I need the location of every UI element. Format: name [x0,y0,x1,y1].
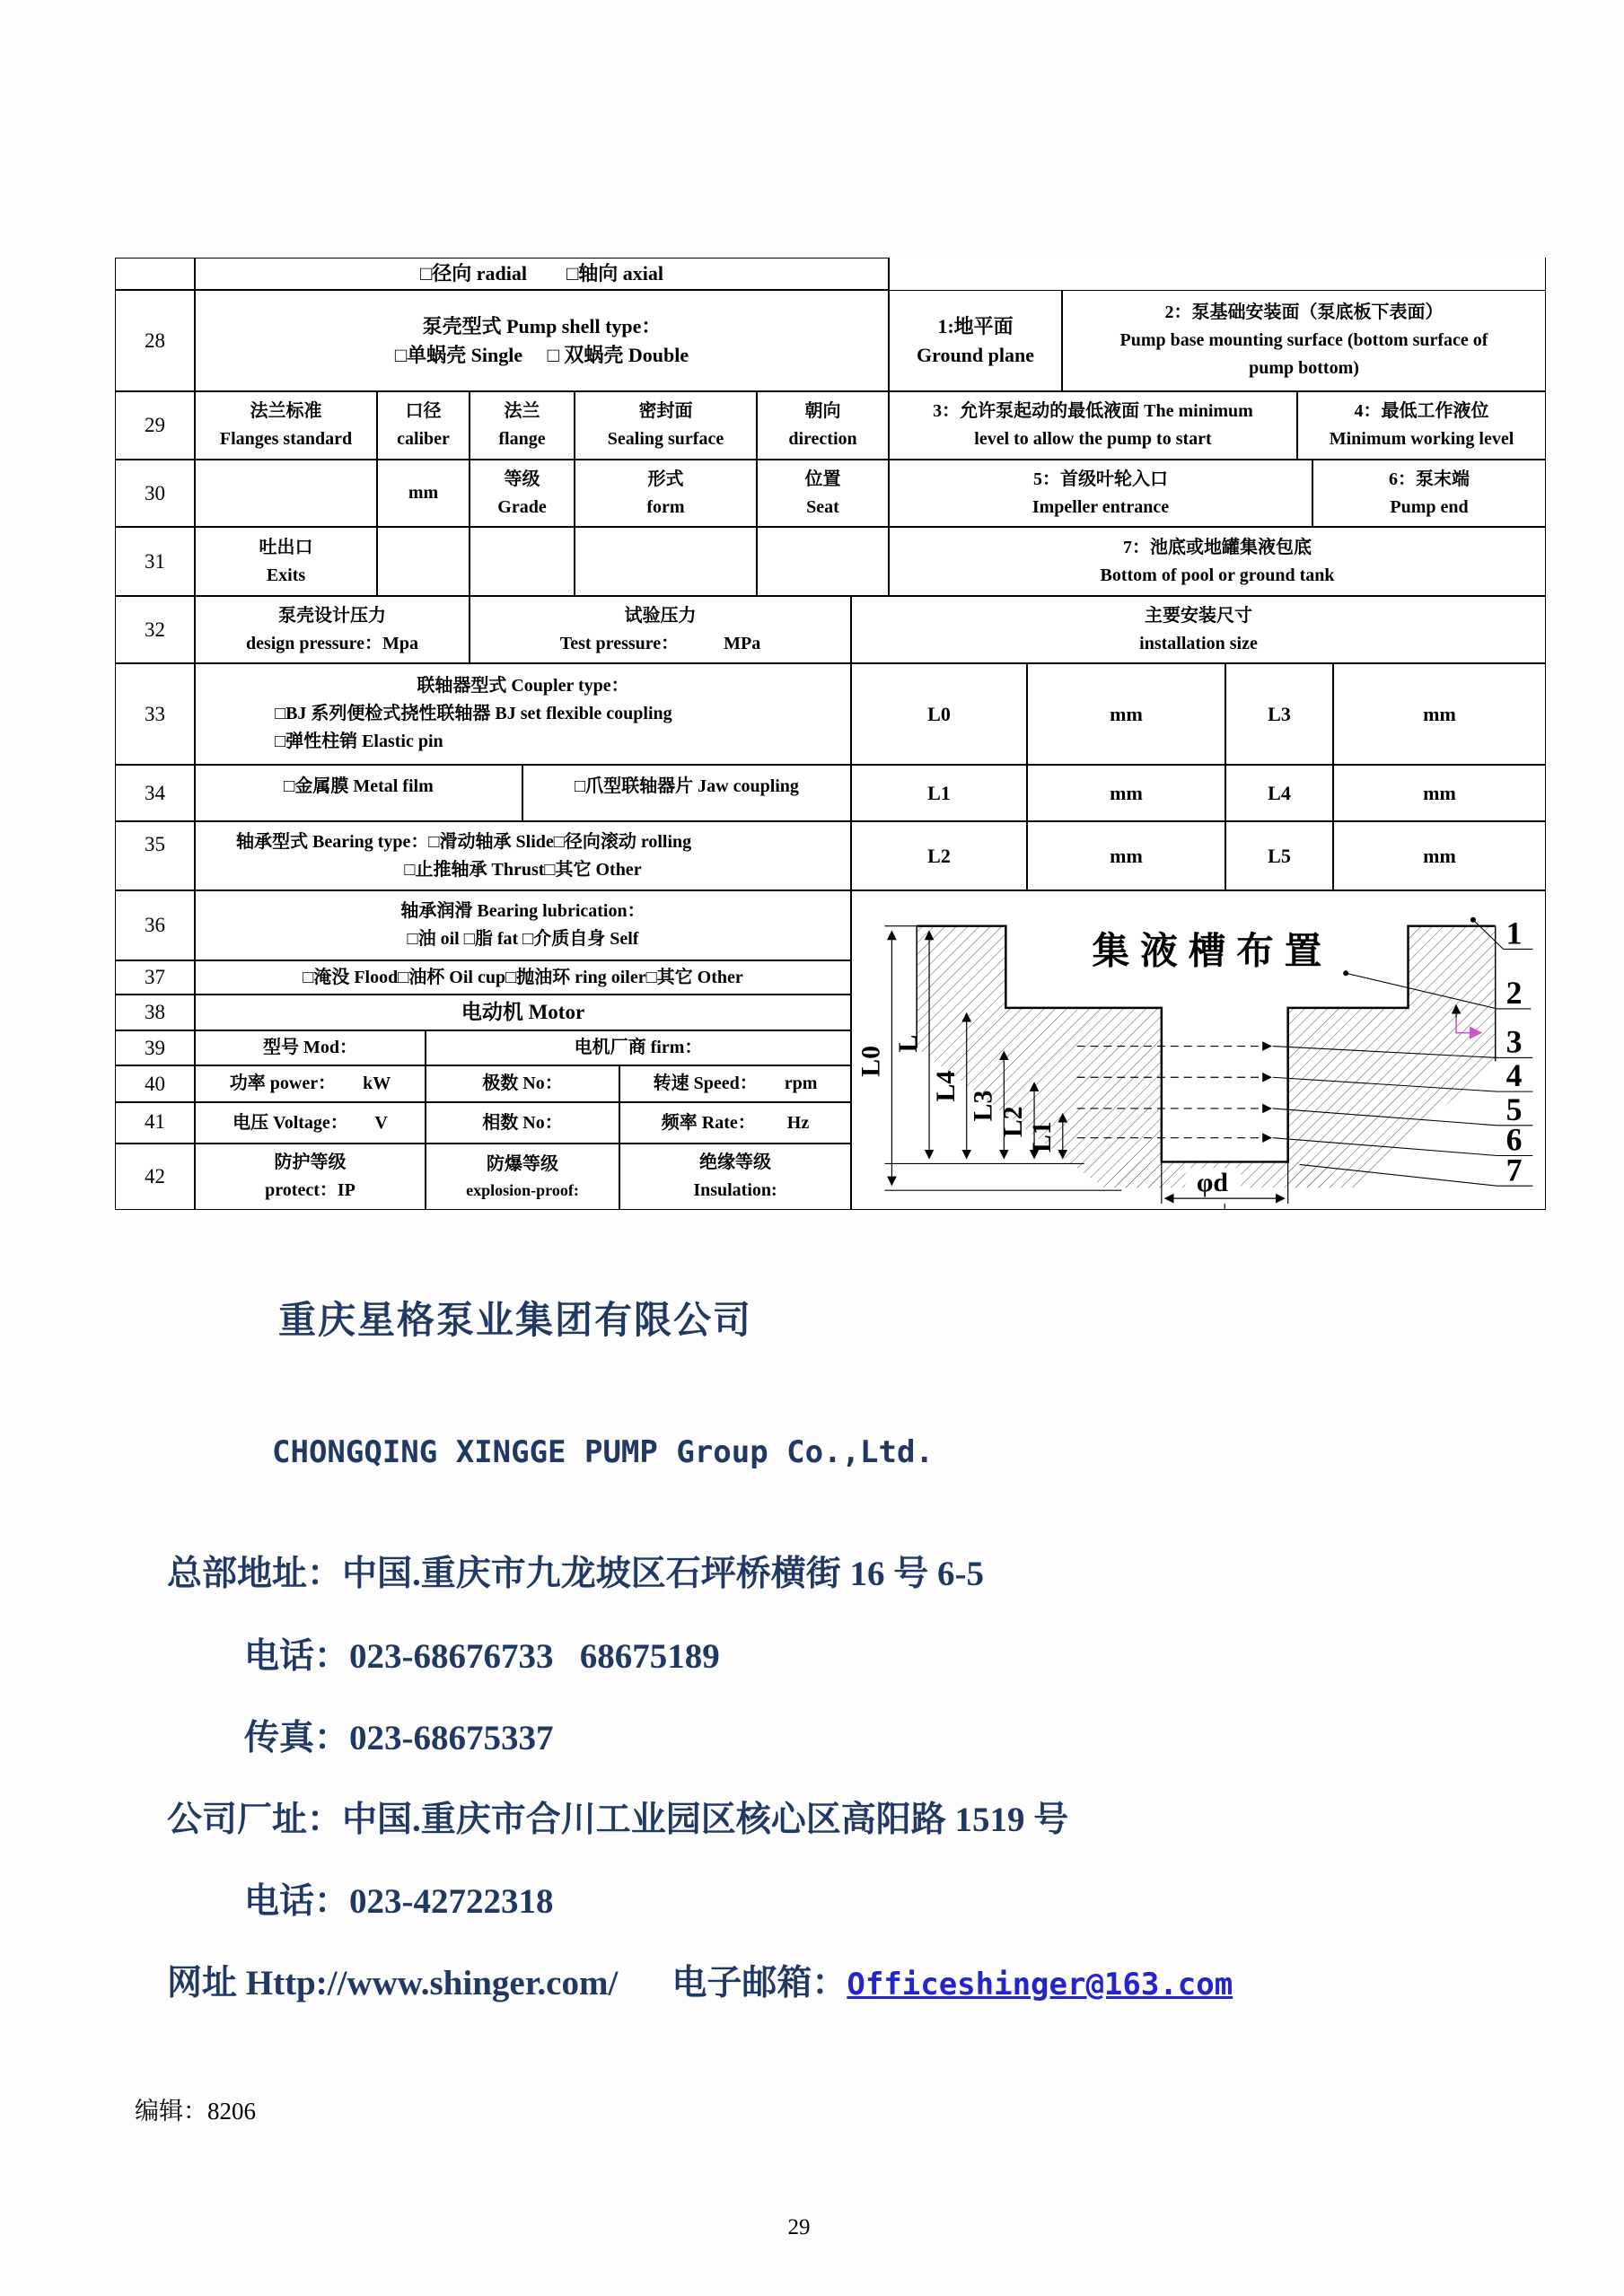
cell-r31-b1 [377,527,470,596]
coupler-type-label: 联轴器型式 Coupler type： [417,676,629,696]
form-en: form [646,496,685,517]
flange-cn: 法兰 [504,401,540,421]
cell-motor-poles: 极数 No： [426,1065,619,1102]
svg-text:L2: L2 [997,1105,1028,1137]
protect-grade-en: protect：IP [265,1180,356,1200]
cell-motor-firm: 电机厂商 firm： [426,1030,851,1065]
cell-sump-diagram [851,890,1546,1210]
page-number: 29 [787,2215,811,2239]
cell-dim-L3: L3 [1225,663,1333,765]
svg-text:4: 4 [1505,1056,1522,1093]
cell-ground-plane [889,290,1062,391]
min-start-level-l1: 3：允许泵起动的最低液面 The minimum [933,401,1253,421]
explosion-proof-en: explosion-proof: [466,1180,579,1199]
cell-r31-b2 [470,527,575,596]
pump-base-en2: pump bottom) [1249,358,1359,378]
cell-impeller-entrance [889,460,1312,527]
grade-cn: 等级 [504,469,540,489]
cell-dim-L0: L0 [851,663,1027,765]
row-38-number: 38 [115,995,195,1030]
cell-form [575,460,757,527]
cell-motor-header: 电动机 Motor [195,995,851,1030]
cell-pump-shell-type [195,290,889,391]
cell-exits [195,527,377,596]
flange-en: flange [498,429,546,449]
editor-note: 编辑：8206 [135,2098,256,2125]
svg-text:7: 7 [1505,1151,1522,1187]
company-name-cn: 重庆星格泵业集团有限公司 [278,1301,753,1342]
sump-diagram [853,892,1545,1209]
bearing-lub-label: 轴承润滑 Bearing lubrication： [400,901,645,921]
bottom-pool-en: Bottom of pool or ground tank [1100,565,1335,585]
cell-dim-L2-unit: mm [1027,821,1225,890]
svg-text:L3: L3 [967,1090,997,1121]
cell-explosion-proof-grade [426,1144,619,1210]
flanges-standard-en: Flanges standard [219,429,353,449]
cell-motor-frequency: 频率 Rate： Hz [619,1102,851,1144]
cell-caliber [377,391,470,460]
coupler-elastic-pin-option: □弹性柱销 Elastic pin [275,732,443,751]
cell-installation-size [851,596,1546,663]
row-28-number: 28 [115,290,195,391]
cell-minimum-start-level [889,391,1297,460]
phi-d-label: φd [1196,1167,1228,1197]
cell-jaw-coupling: □爪型联轴器片 Jaw coupling [522,765,851,821]
cell-motor-speed: 转速 Speed： rpm [619,1065,851,1102]
cell-bearing-lubrication [195,890,851,960]
form-cn: 形式 [647,469,684,489]
cell-dim-L5: L5 [1225,821,1333,890]
row-31-number: 31 [115,527,195,596]
company-hq-phone: 电话：023-68676733 68675189 [244,1637,720,1676]
row-35-number: 35 [115,821,195,890]
cell-coupler-type [195,663,851,765]
row-32-number: 32 [115,596,195,663]
cell-design-pressure [195,596,470,663]
insulation-en: Insulation: [693,1180,777,1200]
bearing-lub-options: □油 oil □脂 fat □介质自身 Self [407,929,639,949]
cell-pump-base-mounting [1062,290,1546,391]
min-working-level-en: Minimum working level [1329,429,1514,449]
min-working-level-cn: 4：最低工作液位 [1354,401,1489,421]
callout-numbers [1505,915,1522,1187]
row-cont-number [115,258,195,290]
cell-bottom-of-pool [889,527,1546,596]
pump-shell-type-options: □单蜗壳 Single □ 双蜗壳 Double [394,343,689,366]
pump-end-en: Pump end [1390,496,1469,517]
ground-plane-en: Ground plane [916,343,1035,366]
cell-r31-b4 [757,527,889,596]
cell-radial-axial: □径向 radial □轴向 axial [195,258,889,290]
direction-en: direction [788,429,857,449]
cell-dim-L4: L4 [1225,765,1333,821]
cell-r30-blank [195,460,377,527]
cell-dim-L0-unit: mm [1027,663,1225,765]
cell-r31-b3 [575,527,757,596]
cell-dim-L5-unit: mm [1333,821,1546,890]
coupler-bj-option: □BJ 系列便检式挠性联轴器 BJ set flexible coupling [275,704,672,723]
cell-motor-power: 功率 power： kW [195,1065,426,1102]
seat-cn: 位置 [804,469,841,489]
test-pressure-en: Test pressure： MPa [559,633,761,653]
svg-text:L4: L4 [930,1070,961,1102]
exits-cn: 吐出口 [259,537,313,557]
cell-dim-L1-unit: mm [1027,765,1225,821]
company-name-en: CHONGQING XINGGE PUMP Group Co.,Ltd. [272,1434,934,1470]
cell-dim-L1: L1 [851,765,1027,821]
direction-cn: 朝向 [804,401,841,421]
cell-bearing-type [195,821,851,890]
ground-plane-cn: 1:地平面 [937,314,1014,337]
cell-seat [757,460,889,527]
insulation-cn: 绝缘等级 [699,1152,771,1172]
cell-mm-unit: mm [377,460,470,527]
pump-base-cn: 2：泵基础安装面（泵底板下表面） [1164,302,1444,322]
row-30-number: 30 [115,460,195,527]
bearing-type-line2: □止推轴承 Thrust□其它 Other [404,859,642,880]
row-29-number: 29 [115,391,195,460]
cell-dim-L3-unit: mm [1333,663,1546,765]
row-41-number: 41 [115,1102,195,1144]
email-label: 电子邮箱： [672,1964,847,2002]
cell-metal-film: □金属膜 Metal film [195,765,522,821]
cell-motor-voltage: 电压 Voltage： V [195,1102,426,1144]
caliber-cn: 口径 [405,401,442,421]
svg-text:L0: L0 [856,1045,886,1077]
svg-text:L1: L1 [1026,1120,1057,1152]
cell-dim-L4-unit: mm [1333,765,1546,821]
cell-minimum-working-level [1297,391,1546,460]
row-36-number: 36 [115,890,195,960]
bottom-pool-cn: 7：池底或地罐集液包底 [1123,537,1312,557]
company-fax: 传真：023-68675337 [244,1719,554,1757]
svg-text:L: L [892,1034,923,1052]
company-factory-address: 公司厂址：中国.重庆市合川工业园区核心区高阳路 1519 号 [167,1801,1069,1839]
protect-grade-cn: 防护等级 [274,1152,347,1172]
pump-shell-type-label: 泵壳型式 Pump shell type： [422,314,662,337]
company-web-email-line [167,1955,1233,2005]
grade-en: Grade [497,496,547,517]
caliber-en: caliber [397,429,450,449]
row-34-number: 34 [115,765,195,821]
min-start-level-l2: level to allow the pump to start [974,429,1212,449]
cell-motor-model: 型号 Mod： [195,1030,426,1065]
cell-test-pressure [470,596,851,663]
sealing-surface-cn: 密封面 [638,401,693,421]
cell-pump-end [1312,460,1546,527]
cell-protect-grade [195,1144,426,1210]
design-pressure-cn: 泵壳设计压力 [278,605,386,626]
row-39-number: 39 [115,1030,195,1065]
flanges-standard-cn: 法兰标准 [250,401,322,421]
cell-lubrication-method: □淹没 Flood□油杯 Oil cup□抛油环 ring oiler□其它 Other [195,960,851,995]
diagram-title: 集液槽布置 [1092,930,1332,972]
cell-dim-L2: L2 [851,821,1027,890]
company-factory-phone: 电话：023-42722318 [244,1882,554,1921]
svg-text:5: 5 [1505,1091,1522,1127]
cell-flanges-standard [195,391,377,460]
cell-sealing-surface [575,391,757,460]
exits-en: Exits [266,565,306,585]
test-pressure-cn: 试验压力 [624,605,697,626]
pump-base-en1: Pump base mounting surface (bottom surface of [1119,330,1488,350]
email-link[interactable]: Officeshinger@163.com [847,1967,1233,2002]
design-pressure-en: design pressure：Mpa [245,633,419,653]
row-40-number: 40 [115,1065,195,1102]
pump-end-cn: 6：泵末端 [1389,469,1470,489]
cell-motor-phases: 相数 No： [426,1102,619,1144]
cell-direction [757,391,889,460]
row-37-number: 37 [115,960,195,995]
cell-grade [470,460,575,527]
company-hq-address: 总部地址：中国.重庆市九龙坡区石坪桥横街 16 号 6-5 [167,1555,984,1593]
svg-text:1: 1 [1505,915,1522,951]
row-33-number: 33 [115,663,195,765]
sealing-surface-en: Sealing surface [607,429,724,449]
seat-en: Seat [806,496,839,517]
impeller-entrance-cn: 5：首级叶轮入口 [1033,469,1168,489]
website-url: 网址 Http://www.shinger.com/ [167,1964,619,2002]
svg-text:2: 2 [1505,974,1522,1011]
bearing-type-line1: 轴承型式 Bearing type：□滑动轴承 Slide□径向滚动 rolling [236,831,692,852]
svg-text:3: 3 [1505,1022,1522,1059]
explosion-proof-cn: 防爆等级 [487,1153,558,1174]
installation-size-en: installation size [1139,633,1258,653]
cell-insulation-grade [619,1144,851,1210]
installation-size-cn: 主要安装尺寸 [1145,605,1252,626]
cell-top-right-empty [889,258,1546,290]
row-42-number: 42 [115,1144,195,1210]
svg-text:6: 6 [1505,1121,1522,1158]
cell-flange [470,391,575,460]
impeller-entrance-en: Impeller entrance [1031,496,1170,517]
